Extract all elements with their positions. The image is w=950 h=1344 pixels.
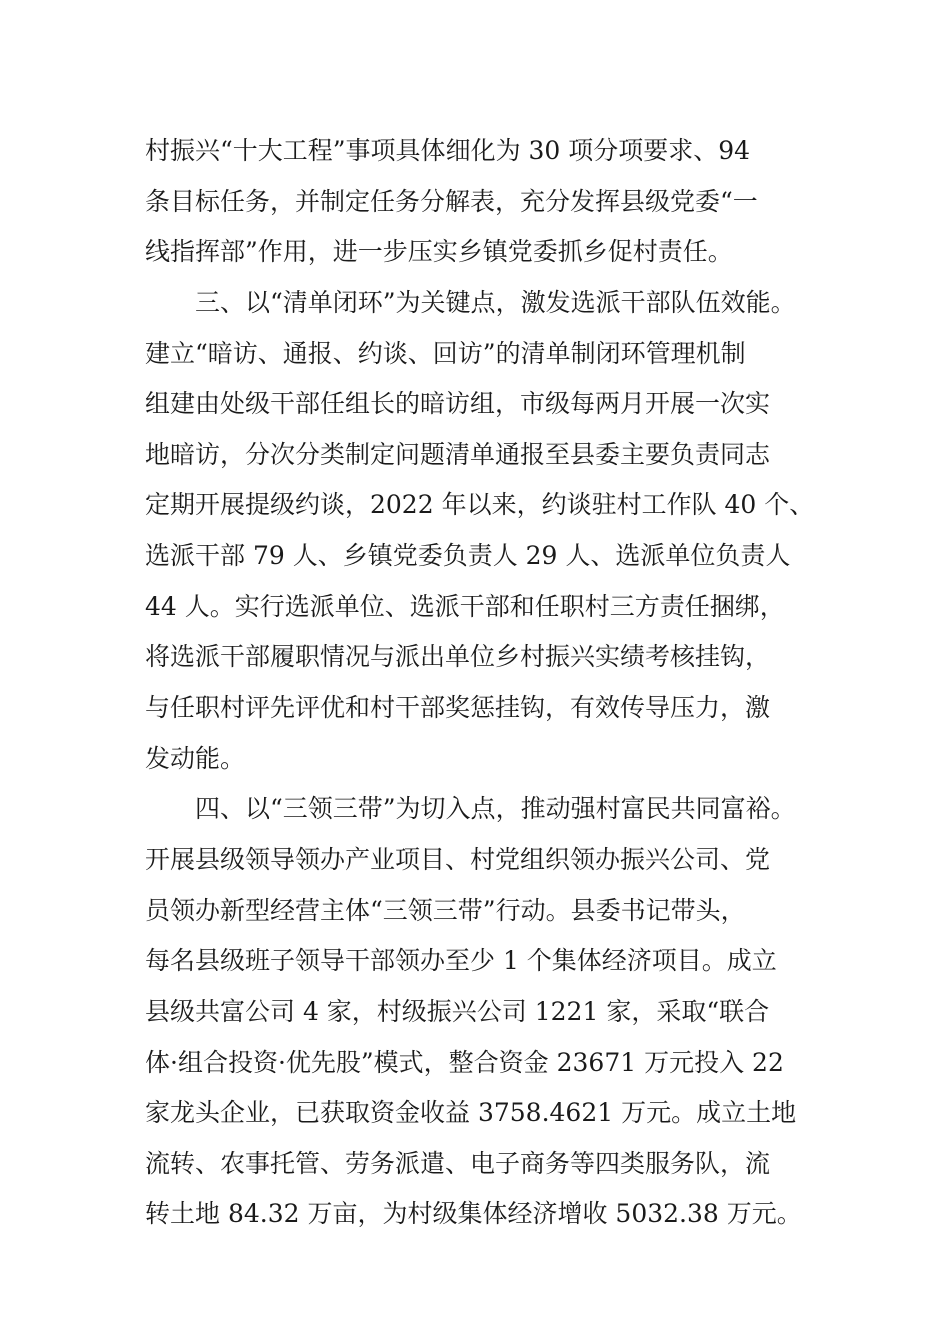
text-line: 将选派干部履职情况与派出单位乡村振兴实绩考核挂钩，: [145, 642, 771, 672]
document-body: [145, 126, 835, 1240]
text-line: 村振兴“十大工程”事项具体细化为 30 项分项要求、94: [145, 136, 751, 165]
text-line: 家龙头企业，已获取资金收益 3758.4621 万元。成立土地: [145, 1098, 797, 1128]
paragraph-2: [145, 278, 835, 784]
paragraph-3: [145, 784, 835, 1240]
text-line: 每名县级班子领导干部领办至少 1 个集体经济项目。成立: [145, 946, 777, 976]
text-line: 地暗访，分次分类制定问题清单通报至县委主要负责同志: [145, 439, 771, 469]
text-line: 定期开展提级约谈，2022 年以来，约谈驻村工作队 40 个、: [145, 490, 815, 520]
text-line: 开展县级领导领办产业项目、村党组织领办振兴公司、党: [145, 844, 771, 874]
text-line: 县级共富公司 4 家，村级振兴公司 1221 家，采取“联合: [145, 996, 770, 1026]
text-line: 流转、农事托管、劳务派遣、电子商务等四类服务队，流: [145, 1148, 771, 1178]
text-line: 员领办新型经营主体“三领三带”行动。县委书记带头，: [145, 895, 746, 925]
text-line: 建立“暗访、通报、约谈、回访”的清单制闭环管理机制: [145, 338, 746, 368]
text-line: 线指挥部”作用，进一步压实乡镇党委抓乡促村责任。: [145, 237, 733, 267]
text-line: 选派干部 79 人、乡镇党委负责人 29 人、选派单位负责人: [145, 541, 791, 571]
text-line: 组建由处级干部任组长的暗访组，市级每两月开展一次实: [145, 389, 771, 419]
text-line: 发动能。: [145, 743, 246, 773]
text-line: 条目标任务，并制定任务分解表，充分发挥县级党委“一: [145, 186, 758, 216]
text-line: 体·组合投资·优先股”模式，整合资金 23671 万元投入 22: [145, 1047, 784, 1077]
paragraph-1: [145, 126, 835, 278]
text-line: 44 人。实行选派单位、选派干部和任职村三方责任捆绑，: [145, 591, 785, 621]
section-heading-line: 四、以“三领三带”为切入点，推动强村富民共同富裕。: [195, 794, 796, 824]
section-heading-line: 三、以“清单闭环”为关键点，激发选派干部队伍效能。: [195, 287, 796, 317]
text-line: 转土地 84.32 万亩，为村级集体经济增收 5032.38 万元。: [145, 1199, 802, 1229]
text-line: 与任职村评先评优和村干部奖惩挂钩，有效传导压力，激: [145, 693, 771, 723]
